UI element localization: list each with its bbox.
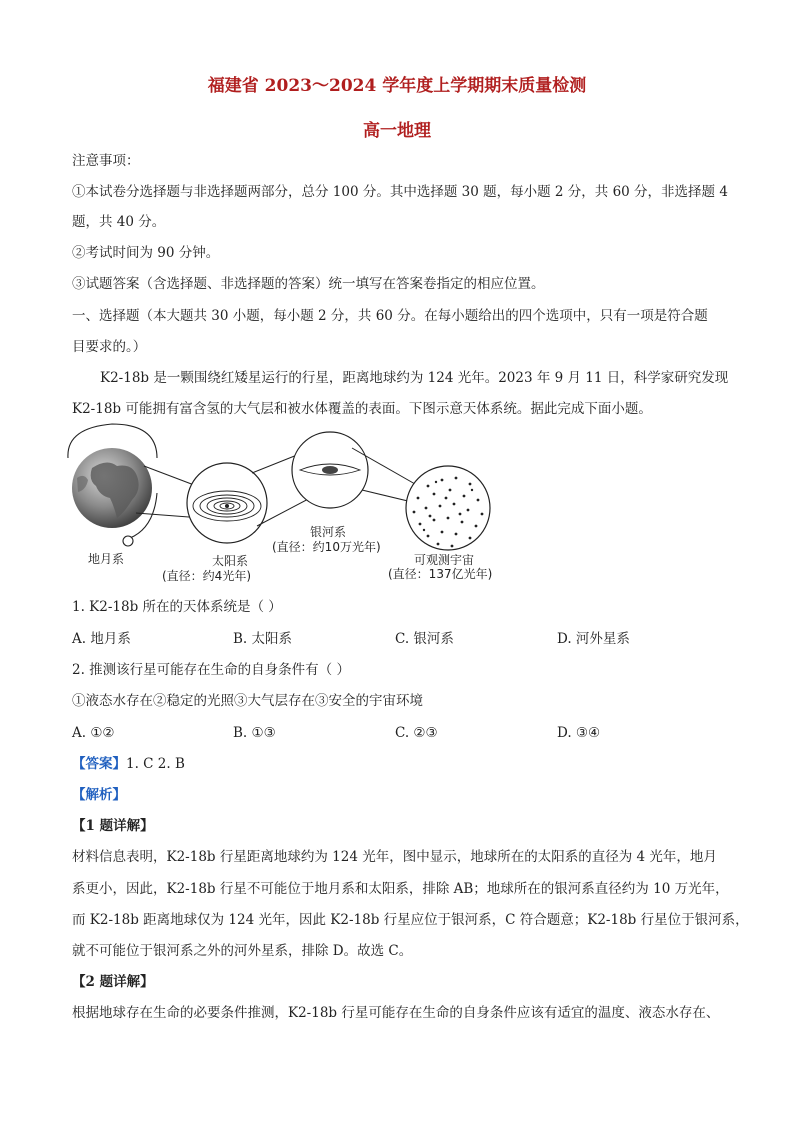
q2-option-a[interactable]: A. ①② — [72, 725, 115, 741]
solar-system-diameter: (直径：约4光年) — [162, 569, 251, 583]
detail-1-label: 【1 题详解】 — [72, 818, 154, 834]
answer-label: 【答案】 — [72, 756, 126, 772]
earth-moon-label: 地月系 — [88, 552, 125, 566]
observable-universe-diagram — [406, 466, 490, 550]
q1-option-d[interactable]: D. 河外星系 — [557, 631, 630, 647]
passage-line-1: K2-18b 是一颗围绕红矮星运行的行星，距离地球约为 124 光年。2023 年 9 月 11 日，科学家研究发现 — [100, 370, 729, 386]
q2-option-c[interactable]: C. ②③ — [395, 725, 438, 741]
galaxy-label: 银河系 — [310, 525, 347, 539]
q1-option-c[interactable]: C. 银河系 — [395, 631, 454, 647]
q1-option-a[interactable]: A. 地月系 — [72, 631, 131, 647]
detail-2-label: 【2 题详解】 — [72, 974, 154, 990]
notice-heading: 注意事项： — [72, 153, 140, 169]
detail-1-line-4: 就不可能位于银河系之外的河外星系，排除 D。故选 C。 — [72, 943, 413, 959]
universe-label: 可观测宇宙 — [414, 553, 475, 567]
solar-system-label: 太阳系 — [212, 554, 249, 568]
question-1-stem: 1. K2-18b 所在的天体系统是（ ） — [72, 599, 282, 615]
notice-item-2: ②考试时间为 90 分钟。 — [72, 245, 220, 261]
section-heading-cont: 目要求的。） — [72, 339, 147, 355]
exam-subtitle: 高一地理 — [363, 121, 431, 141]
earth-globe — [72, 448, 152, 528]
q2-option-d[interactable]: D. ③④ — [557, 725, 601, 741]
notice-item-1: ①本试卷分选择题与非选择题两部分，总分 100 分。其中选择题 30 题，每小题 2 分，共 60 分，非选择题 4 — [72, 184, 728, 200]
celestial-systems-figure — [62, 418, 512, 586]
analysis-label: 【解析】 — [72, 787, 126, 803]
passage-line-2: K2-18b 可能拥有富含氢的大气层和被水体覆盖的表面。下图示意天体系统。据此完成下面小题。 — [72, 401, 652, 417]
detail-1-line-3: 而 K2-18b 距离地球仅为 124 光年，因此 K2-18b 行星应位于银河系，C 符合题意；K2-18b 行星位于银河系， — [72, 912, 749, 928]
exam-title: 福建省 2023～2024 学年度上学期期末质量检测 — [207, 76, 587, 96]
q1-option-b[interactable]: B. 太阳系 — [233, 631, 293, 647]
notice-item-3: ③试题答案（含选择题、非选择题的答案）统一填写在答案卷指定的相应位置。 — [72, 276, 545, 292]
detail-1-line-1: 材料信息表明，K2-18b 行星距离地球约为 124 光年，图中显示，地球所在的太阳系的直径为 4 光年，地月 — [72, 849, 717, 865]
answer-row — [72, 755, 185, 773]
question-2-conditions: ①液态水存在②稳定的光照③大气层存在③安全的宇宙环境 — [72, 693, 423, 709]
q2-option-b[interactable]: B. ①③ — [233, 725, 276, 741]
detail-1-line-2: 系更小，因此，K2-18b 行星不可能位于地月系和太阳系，排除 AB；地球所在的银河系直径约为 10 万光年， — [72, 881, 729, 897]
question-2-stem: 2. 推测该行星可能存在生命的自身条件有（ ） — [72, 662, 350, 678]
notice-item-1-cont: 题，共 40 分。 — [72, 214, 166, 230]
detail-2-line-1: 根据地球存在生命的必要条件推测，K2-18b 行星可能存在生命的自身条件应该有适宜的温度、液态水存在、 — [72, 1005, 720, 1021]
answer-text: 1. C 2. B — [126, 756, 185, 772]
universe-diameter: (直径：137亿光年) — [388, 567, 493, 581]
galaxy-diagram — [292, 432, 368, 508]
galaxy-diameter: (直径：约10万光年) — [272, 540, 381, 554]
moon — [123, 536, 133, 546]
section-heading: 一、选择题（本大题共 30 小题，每小题 2 分，共 60 分。在每小题给出的四个选项中，只有一项是符合题 — [72, 308, 708, 324]
solar-system-diagram — [187, 463, 267, 543]
